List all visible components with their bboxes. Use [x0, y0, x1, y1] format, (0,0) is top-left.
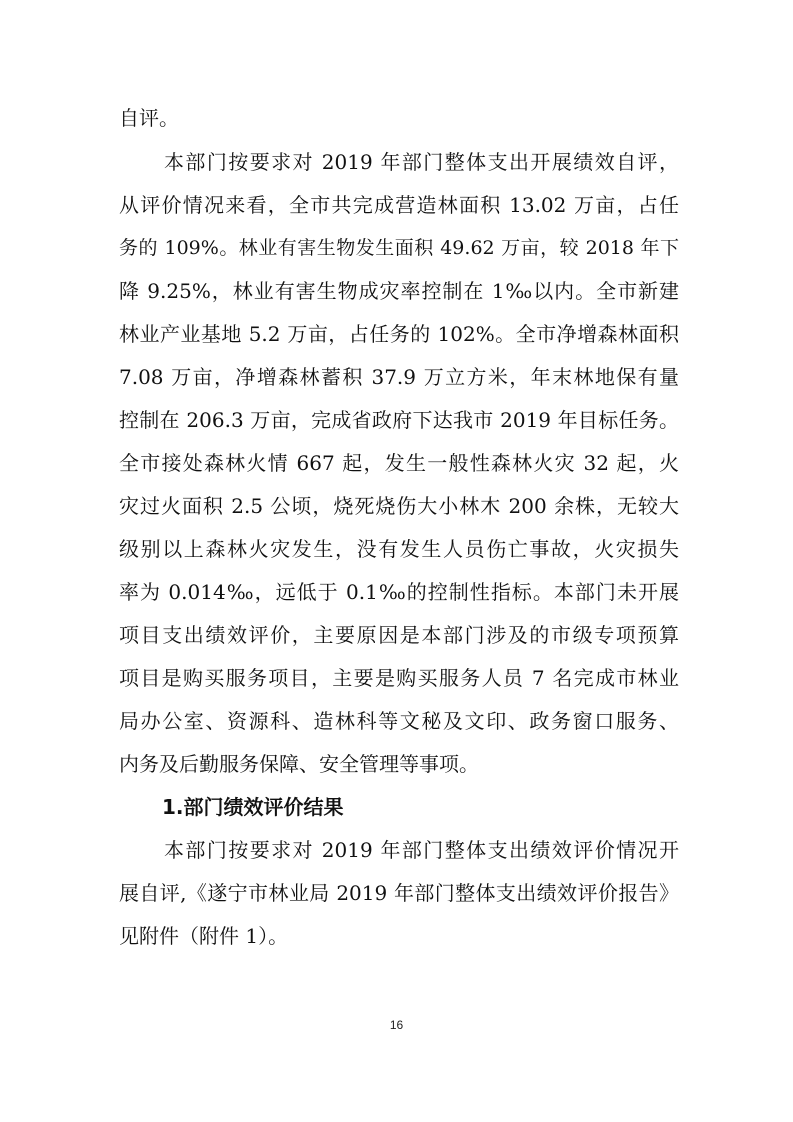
paragraph-1-line-3: 务的 109%。林业有害生物发生面积 49.62 万亩，较 2018 年下	[119, 237, 679, 259]
paragraph-1-line-2: 从评价情况来看，全市共完成营造林面积 13.02 万亩，占任	[119, 193, 679, 217]
paragraph-2-line-1: 本部门按要求对 2019 年部门整体支出绩效评价情况开	[164, 838, 679, 862]
paragraph-2-line-2: 展自评,《遂宁市林业局 2019 年部门整体支出绩效评价报告》	[119, 881, 679, 905]
paragraph-1-line-8: 全市接处森林火情 667 起，发生一般性森林火灾 32 起，火	[119, 451, 679, 475]
paragraph-1-line-1: 本部门按要求对 2019 年部门整体支出开展绩效自评，	[164, 150, 679, 174]
text-line-1: 自评。	[119, 106, 179, 130]
page-number: 16	[389, 1018, 404, 1032]
paragraph-1-line-13: 项目是购买服务项目，主要是购买服务人员 7 名完成市林业	[119, 666, 679, 690]
section-heading: 1.部门绩效评价结果	[162, 795, 344, 819]
paragraph-1-line-14: 局办公室、资源科、造林科等文秘及文印、政务窗口服务、	[119, 709, 679, 733]
paragraph-1-line-6: 7.08 万亩，净增森林蓄积 37.9 万立方米，年末林地保有量	[119, 365, 679, 389]
paragraph-1-line-5: 林业产业基地 5.2 万亩，占任务的 102%。全市净增森林面积	[119, 322, 679, 346]
paragraph-1-line-7: 控制在 206.3 万亩，完成省政府下达我市 2019 年目标任务。	[119, 408, 679, 432]
paragraph-2-line-3: 见附件（附件 1）。	[119, 924, 289, 948]
paragraph-1-line-15: 内务及后勤服务保障、安全管理等事项。	[119, 752, 479, 776]
paragraph-1-line-4: 降 9.25%，林业有害生物成灾率控制在 1‰以内。全市新建	[119, 279, 679, 303]
paragraph-1-line-10: 级别以上森林火灾发生，没有发生人员伤亡事故，火灾损失	[119, 537, 679, 561]
paragraph-1-line-11: 率为 0.014‰，远低于 0.1‰的控制性指标。本部门未开展	[119, 580, 679, 604]
paragraph-1-line-9: 灾过火面积 2.5 公顷，烧死烧伤大小林木 200 余株，无较大	[119, 494, 679, 518]
paragraph-1-line-12: 项目支出绩效评价，主要原因是本部门涉及的市级专项预算	[119, 623, 679, 647]
